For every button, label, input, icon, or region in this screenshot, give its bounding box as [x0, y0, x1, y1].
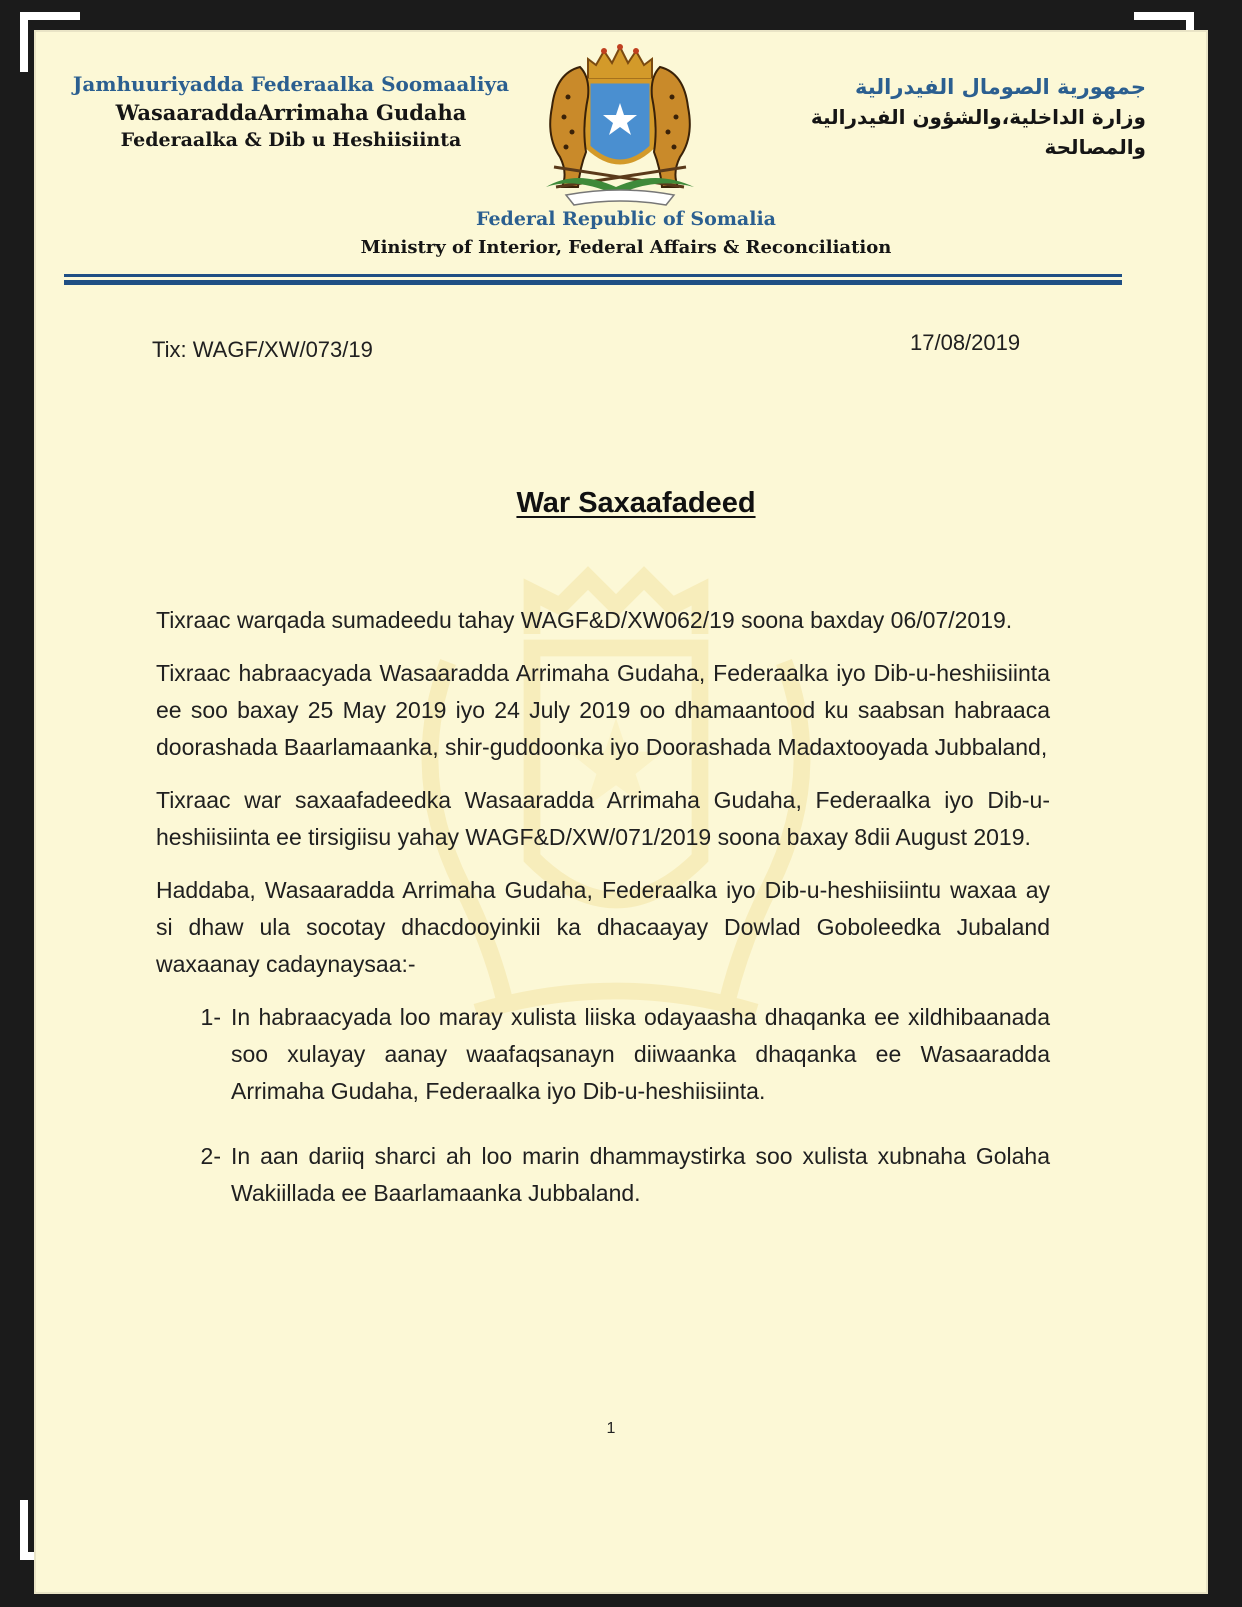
document-title	[36, 487, 1206, 520]
list-item-text: In aan dariiq sharci ah loo marin dhammaystirka soo xulista xubnaha Golaha Wakiillada ee Baarlamaanka Jubbaland.	[231, 1143, 1050, 1206]
header-country-english: Federal Republic of Somalia	[476, 208, 776, 230]
header-divider-thick	[64, 280, 1122, 285]
header-ministry-arabic: وزارة الداخلية،والشؤون الفيدرالية والمصالحة	[810, 105, 1146, 159]
header-right-block	[746, 72, 1146, 162]
header-divider-thin	[64, 274, 1122, 277]
letter-page	[36, 32, 1206, 1592]
paragraph: Tixraac war saxaafadeedka Wasaaradda Arrimaha Gudaha, Federaalka iyo Dib-u-heshiisiinta ee tirsigiisu yahay WAGF&D/XW/071/2019 soona baxay 8dii August 2019.	[156, 787, 1050, 850]
list-item-number: 2-	[200, 1143, 221, 1169]
header-ministry-somali: WasaaraddaArrimaha Gudaha	[115, 100, 467, 125]
list-item-number: 1-	[200, 1004, 221, 1030]
paragraph: Tixraac warqada sumadeedu tahay WAGF&D/XW062/19 soona baxday 06/07/2019.	[156, 607, 1013, 633]
list-item-text: In habraacyada loo maray xulista liiska odayaasha dhaqanka ee xildhibaanada soo xulayay aanay waafaqsanayn diiwaanka dhaqanka ee Wasaaradda Arrimaha Gudaha, Federaalka iyo Dib-u-heshiisiinta.	[231, 1004, 1050, 1104]
list-item	[156, 999, 1050, 1110]
letter-date: 17/08/2019	[910, 330, 1021, 355]
header-country-arabic: جمهورية الصومال الفيدرالية	[854, 75, 1146, 99]
frame-corner-tl-v	[20, 12, 28, 72]
header-ministry-english: Ministry of Interior, Federal Affairs & Reconciliation	[360, 237, 892, 258]
document-title-text: War Saxaafadeed	[516, 487, 756, 519]
paragraph: Tixraac habraacyada Wasaaradda Arrimaha Gudaha, Federaalka iyo Dib-u-heshiisiinta ee soo baxay 25 May 2019 iyo 24 July 2019 oo dhamaantood ku saabsan habraaca doorashada Baarlamaanka, shir-guddoonka iyo Doorashada Madaxtooyada Jubbaland,	[156, 660, 1050, 760]
header-left-block	[66, 70, 516, 154]
page-number: 1	[606, 1420, 616, 1437]
header-country-somali: Jamhuuriyadda Federaalka Soomaaliya	[72, 72, 510, 96]
header-ministry-somali-2: Federaalka & Dib u Heshiisiinta	[120, 129, 462, 151]
list-item	[156, 1138, 1050, 1212]
frame-corner-bl-v	[20, 1500, 28, 1560]
frame-corner-tr	[1134, 12, 1194, 20]
reference-number: Tix: WAGF/XW/073/19	[152, 337, 373, 362]
paragraph: Haddaba, Wasaaradda Arrimaha Gudaha, Federaalka iyo Dib-u-heshiisiintu waxaa ay si dhaw ula socotay dhacdooyinkii ka dhacaayay Dowlad Goboleedka Jubaland waxaanay cadaynaysaa:-	[156, 877, 1050, 977]
frame-corner-tl	[20, 12, 80, 20]
letter-body	[156, 602, 1050, 1228]
header-center-block	[316, 205, 936, 263]
somalia-coat-of-arms-icon	[516, 37, 716, 207]
